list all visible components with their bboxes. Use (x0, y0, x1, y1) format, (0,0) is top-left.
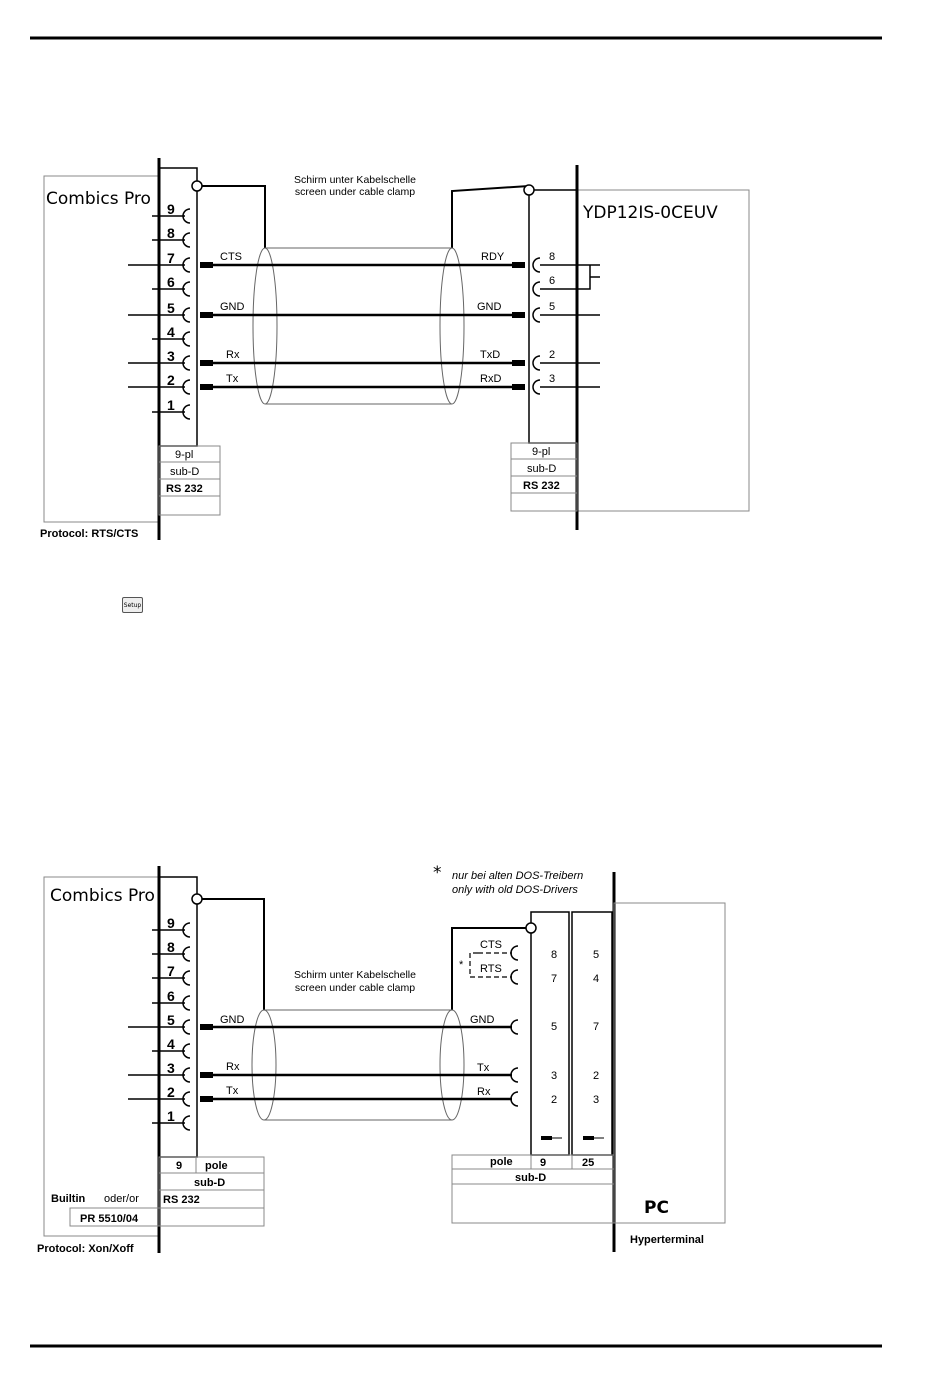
left-box2-9: 9 (176, 1160, 183, 1172)
builtin-label: Builtin (51, 1193, 86, 1205)
pin2-1: 1 (167, 1108, 175, 1124)
sig-txd: TxD (480, 349, 501, 361)
combics-device-box-2 (44, 877, 160, 1236)
note-de: nur bei alten DOS-Treibern (452, 870, 584, 882)
right-box-9pl: 9-pl (532, 446, 551, 458)
right-shield-terminal (524, 185, 534, 195)
left-shield-wire (202, 186, 265, 248)
right-box2-9: 9 (540, 1157, 547, 1169)
protocol-label-2: Protocol: Xon/Xoff (37, 1243, 134, 1255)
pin9-7: 7 (551, 973, 558, 985)
cable-sheath (253, 248, 464, 404)
left-box-rs232: RS 232 (166, 483, 203, 495)
pin-7: 7 (167, 250, 175, 266)
pin-9: 9 (167, 201, 175, 217)
rts-cts-star: * (459, 959, 464, 971)
pin25-4: 4 (593, 973, 600, 985)
sig-tx: Tx (226, 373, 239, 385)
sig2-rx-right: Rx (477, 1086, 491, 1098)
pc-device-box (614, 903, 725, 1223)
signal-lines-2 (200, 1027, 512, 1099)
pin2-5: 5 (167, 1012, 175, 1028)
pin2-6: 6 (167, 988, 175, 1004)
left-box-subd: sub-D (170, 466, 200, 478)
pin-2: 2 (167, 372, 175, 388)
pin2-7: 7 (167, 963, 175, 979)
left-box2-rs232: RS 232 (163, 1194, 200, 1206)
shield-label-de: Schirm unter Kabelschelle (294, 174, 416, 186)
combics-title-2: Combics Pro (50, 886, 155, 906)
protocol-label: Protocol: RTS/CTS (40, 528, 139, 540)
sig-cts: CTS (220, 251, 242, 263)
sig-rdy: RDY (481, 251, 505, 263)
pin-5: 5 (167, 300, 175, 316)
left-shield-wire-2 (202, 899, 264, 1010)
note-star: * (433, 863, 442, 883)
pc-title: PC (644, 1198, 669, 1218)
pin-1: 1 (167, 397, 175, 413)
pr-label: PR 5510/04 (80, 1213, 139, 1225)
diagram-xon-xoff (37, 863, 725, 1255)
sig2-gnd-left: GND (220, 1014, 245, 1026)
left-shield-terminal-2 (192, 894, 202, 904)
combics-device-box (44, 176, 160, 522)
or-label: oder/or (104, 1193, 139, 1205)
right-box2-pole: pole (490, 1156, 513, 1168)
pin-3: 3 (167, 348, 175, 364)
right-box-rs232: RS 232 (523, 480, 560, 492)
shield-label-en: screen under cable clamp (294, 186, 416, 198)
right-shield-terminal-2 (526, 923, 536, 933)
pin9-5: 5 (551, 1021, 558, 1033)
right-connector (529, 190, 577, 443)
pin9-3: 3 (551, 1070, 558, 1082)
sig2-tx-right: Tx (477, 1062, 490, 1074)
pc-25pin-block (572, 912, 612, 1155)
sig2-tx: Tx (226, 1085, 239, 1097)
setup-key[interactable]: Setup (122, 597, 143, 613)
shield-label-en-2: screen under cable clamp (294, 982, 416, 994)
pin2-3: 3 (167, 1060, 175, 1076)
pin2-9: 9 (167, 915, 175, 931)
pin25-7: 7 (593, 1021, 600, 1033)
sig2-gnd-right: GND (470, 1014, 495, 1026)
pin9-8: 8 (551, 949, 558, 961)
hyperterminal-label: Hyperterminal (630, 1234, 704, 1246)
diagram-rts-cts (40, 158, 749, 540)
right-pin-2: 2 (549, 349, 556, 361)
pin2-4: 4 (167, 1036, 175, 1052)
right-pin-3: 3 (549, 373, 556, 385)
pin-6: 6 (167, 274, 175, 290)
signal-lines (200, 265, 524, 387)
pin2-2: 2 (167, 1084, 175, 1100)
left-box-9pl: 9-pl (175, 449, 194, 461)
right-pins-2 (511, 946, 518, 1106)
pin25-2: 2 (593, 1070, 600, 1082)
right-pin-5: 5 (549, 301, 556, 313)
pin9-2: 2 (551, 1094, 558, 1106)
right-box-subd: sub-D (527, 463, 557, 475)
right-shield-wire (452, 186, 529, 248)
ydp-title: YDP12IS-0CEUV (583, 203, 718, 223)
left-connector-2 (159, 877, 197, 1157)
sig2-rx: Rx (226, 1061, 240, 1073)
sig-rx: Rx (226, 349, 240, 361)
left-box2-subd: sub-D (194, 1177, 226, 1189)
sig-gnd-right: GND (477, 301, 502, 313)
sig-rxd: RxD (480, 373, 502, 385)
pin-8: 8 (167, 225, 175, 241)
pin2-8: 8 (167, 939, 175, 955)
sig2-rts: RTS (480, 963, 502, 975)
combics-title: Combics Pro (46, 189, 151, 209)
pin25-5: 5 (593, 949, 600, 961)
right-pin-8: 8 (549, 251, 556, 263)
left-connector (159, 168, 197, 446)
shield-label-de-2: Schirm unter Kabelschelle (294, 969, 416, 981)
sig2-cts: CTS (480, 939, 502, 951)
pc-9pin-block (531, 912, 569, 1155)
sig-gnd-left: GND (220, 301, 245, 313)
ydp-device-box (578, 190, 749, 511)
note-en: only with old DOS-Drivers (452, 884, 578, 896)
left-box2-pole: pole (205, 1160, 228, 1172)
right-box2-25: 25 (582, 1157, 595, 1169)
right-pins (533, 258, 600, 394)
right-pin-6: 6 (549, 275, 556, 287)
right-box2-subd: sub-D (515, 1172, 547, 1184)
pin-4: 4 (167, 324, 175, 340)
pin25-3: 3 (593, 1094, 600, 1106)
left-shield-terminal (192, 181, 202, 191)
